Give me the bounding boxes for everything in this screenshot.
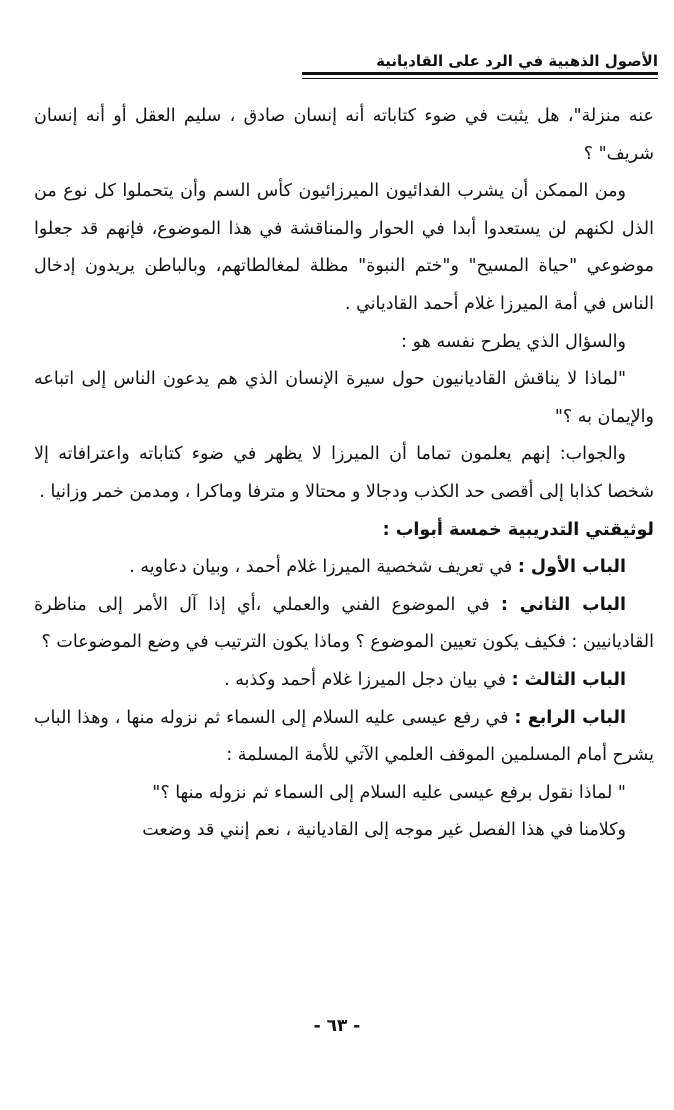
header-rule-thick <box>302 72 658 75</box>
paragraph-4-quote: "لماذا لا يناقش القاديانيون حول سيرة الإنسان الذي هم يدعون الناس إلى اتباعه والإيمان به ؟" <box>34 369 654 427</box>
chapter-3 <box>34 662 654 700</box>
chapter-1 <box>34 549 654 587</box>
chapter-3-label: الباب الثالث : <box>511 669 626 690</box>
chapter-4-text: في رفع عيسى عليه السلام إلى السماء ثم نزوله منها ، وهذا الباب يشرح أمام المسلمين الموقف العلمي الآتي للأمة المسلمة : <box>34 707 654 766</box>
header-title: الأصول الذهبية في الرد على القاديانية <box>376 52 658 70</box>
header-rule-thin <box>302 78 658 79</box>
chapter-3-text: في بيان دجل الميرزا غلام أحمد وكذبه . <box>224 669 512 690</box>
chapter-4-label: الباب الرابع : <box>514 707 626 728</box>
paragraph-5-answer: والجواب: إنهم يعلمون تماما أن الميرزا لا يظهر في ضوء كتاباته واعترافاته إلا شخصا كذابا إلى أقصى حد الكذب ودجالا و محتالا و مترفا وماكرا ، ومدمن خمر وزانيا . <box>34 444 654 502</box>
paragraph-8: وكلامنا في هذا الفصل غير موجه إلى القاديانية ، نعم إنني قد وضعت <box>142 820 626 841</box>
chapter-2-label: الباب الثاني : <box>500 594 626 615</box>
running-header <box>30 44 658 84</box>
chapter-2-text: في الموضوع الفني والعملي ،أي إذا آل الأمر إلى مناظرة القاديانيين : فكيف يكون تعيين الموضوع ؟ وماذا يكون الترتيب في وضع الموضوعات ؟ <box>34 594 654 653</box>
chapter-1-text: في تعريف شخصية الميرزا غلام أحمد ، وبيان دعاويه . <box>129 557 518 578</box>
paragraph-7-quote: " لماذا نقول برفع عيسى عليه السلام إلى السماء ثم نزوله منها ؟" <box>152 782 626 803</box>
chapter-2 <box>34 587 654 662</box>
paragraph-3: والسؤال الذي يطرح نفسه هو : <box>401 331 626 352</box>
page-body <box>34 98 654 850</box>
page-number: - ٦٣ - <box>313 1016 361 1036</box>
chapter-4 <box>34 700 654 775</box>
paragraph-1: عنه منزلة"، هل يثبت في ضوء كتاباته أنه إنسان صادق ، سليم العقل أو أنه إنسان شريف" ؟ <box>34 106 654 164</box>
chapters-heading: لوثيقتي التدريبية خمسة أبواب : <box>382 519 654 540</box>
paragraph-2: ومن الممكن أن يشرب الفدائيون الميرزائيون كأس السم وأن يتحملوا كل نوع من الذل لكنهم لن يستعدوا أبدا في الحوار والمناقشة في هذا الموضوع، فإنهم قد جعلوا موضوعي "حياة المسيح" و"ختم النبوة" مظلة لمغالطاتهم، وبالباطن يريدون إدخال الناس في أمة الميرزا غلام أحمد القادياني . <box>34 181 654 314</box>
chapter-1-label: الباب الأول : <box>517 557 626 578</box>
